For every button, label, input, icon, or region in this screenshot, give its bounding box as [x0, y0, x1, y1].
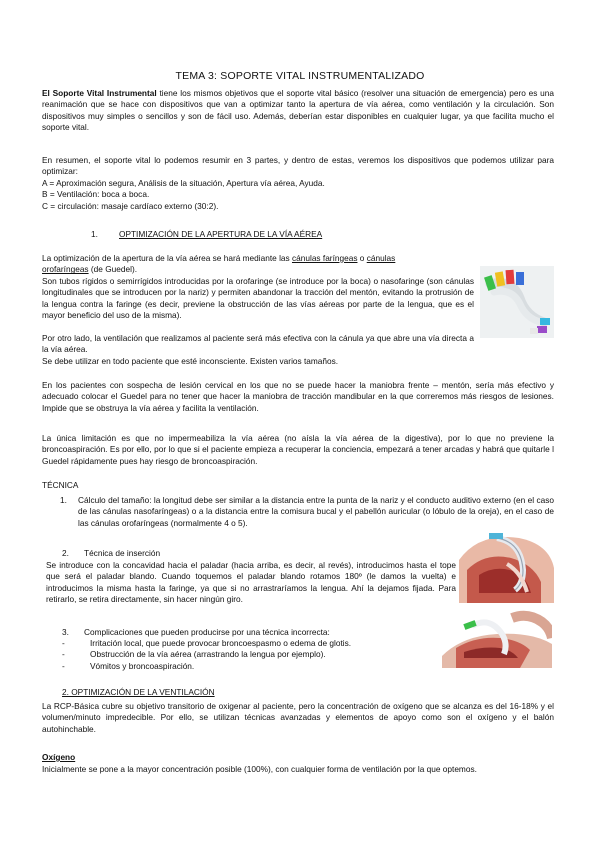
tecnica-item-2-number: 2. — [62, 548, 69, 558]
p1-post: (de Guedel). — [88, 264, 138, 275]
section1-para5: En los pacientes con sospecha de lesión cervical en los que no se puede hacer la maniobra frente – mentón, sería más efectivo y adecuado colocar el Guedel para no tener que hacer la maniobra de tracción mandibular en la que correremos más riesgos de lesiones. Impide que se obstruya la vía aérea y facilita la ventilación. — [42, 380, 554, 413]
tecnica-item-2-text: Se introduce con la concavidad hacia el paladar (hacia arriba, es decir, al revés), introducimos hasta el tope que será el paladar blando. Cuando toquemos el paladar blando rotamos 180º (le damos la vuelta) e introducimos la misma hasta la faringe, ya que si no arrastraríamos la lengua. Ahí la dejamos fijada. Para retirarlo, se retira directamente, sin hacer ningún giro. — [46, 560, 456, 605]
p1-pre: La optimización de la apertura de la vía aérea se hará mediante las — [42, 253, 292, 263]
tecnica-heading: TÉCNICA — [42, 480, 79, 490]
summary-text: En resumen, el soporte vital lo podemos resumir en 3 partes, y dentro de estas, veremos los dispositivos que podemos utilizar para optimizar: — [42, 155, 554, 177]
section2-heading — [62, 687, 362, 698]
section1-para1 — [42, 253, 472, 276]
summary-line-c: C = circulación: masaje cardíaco externo (30:2). — [42, 200, 219, 211]
tecnica-item-1-text: Cálculo del tamaño: la longitud debe ser similar a la distancia entre la punta de la nariz y el conducto auditivo externo (en el caso de las cánulas nasofaríngeas) o a la distancia entre la comisura bucal y el pabellón auricular (o lóbulo de la oreja), en el caso de las cánulas orofaríngeas (normalmente 4 o 5). — [78, 495, 554, 528]
page-title: TEMA 3: SOPORTE VITAL INSTRUMENTALIZADO — [175, 70, 425, 82]
tecnica-item-3-number: 3. — [62, 627, 69, 637]
tecnica-item-1-number: 1. — [60, 495, 67, 505]
section1-para3: Por otro lado, la ventilación que realizamos al paciente será más efectiva con la cánula ya que abre una vía directa a la vía aérea. — [42, 333, 474, 355]
summary-line-a: A = Aproximación segura, Análisis de la situación, Apertura vía aérea, Ayuda. — [42, 177, 325, 188]
tecnica-item-2-title-row — [62, 548, 442, 559]
section1-title: OPTIMIZACIÓN DE LA APERTURA DE LA VÍA AÉREA — [119, 229, 323, 239]
intro-text: tiene los mismos objetivos que el soporte vital básico (resolver una situación de emergencia) pero es una reanimación que se hace con dispositivos que van a optimizar tanto la apertura de vía aérea, como ventilación y la circulación. Son dispositivos muy simples o sencillos y son de fácil uso. Además, deberían estar disponibles en cualquier lugar, ya que facilita mucho el soporte vital. — [42, 88, 554, 133]
tecnica-item-3-title-row — [62, 627, 422, 638]
complication-item: - Vómitos y broncoaspiración. — [62, 660, 195, 671]
section2-para1: La RCP-Básica cubre su objetivo transitorio de oxigenar al paciente, pero la concentración de oxígeno que se alcanza es del 16-18% y el volumen/minuto impredecible. Por ello, se utilizan técnicas avanzadas y elementos de apoyo como son el oxígeno y el balón autohinchable. — [42, 701, 554, 734]
p1-mid: o — [357, 253, 367, 263]
section1-number: 1. — [91, 229, 98, 239]
complication-item: - Obstrucción de la vía aérea (arrastrando la lengua por ejemplo). — [62, 649, 326, 660]
tecnica-item-3-list — [62, 638, 432, 672]
complication-text-2: Obstrucción de la vía aérea (arrastrando la lengua por ejemplo). — [90, 649, 326, 660]
airway-anatomy-image — [459, 530, 554, 603]
link-orofaringeas[interactable]: orofaríngeas — [42, 264, 89, 275]
link-canulas[interactable]: cánulas — [366, 253, 396, 263]
intro-bold-lead: El Soporte Vital Instrumental — [42, 88, 157, 98]
tecnica-item-2-title: Técnica de inserción — [84, 548, 161, 558]
section2-title: 2. OPTIMIZACIÓN DE LA VENTILACIÓN — [62, 687, 215, 697]
section1-para4: Se debe utilizar en todo paciente que esté inconsciente. Existen varios tamaños. — [42, 356, 339, 366]
complication-text-3: Vómitos y broncoaspiración. — [90, 660, 195, 671]
section1-para2: Son tubos rígidos o semirrígidos introducidas por la orofaringe (se introduce por la boca) o nasofaringe (son cánulas longitudinales que se introducen por la nariz) y permiten abandonar la tracción del mentón, evitando la protrusión de la lengua contra la faringe (es decir, previene la obstrucción de las vías aéreas por parte de la lengua, que es el mayor beneficio del uso de la misma). — [42, 276, 474, 321]
section1-para6: La única limitación es que no impermeabiliza la vía aérea (no aísla la vía aérea de la digestiva), por lo que no previene la broncoaspiración. Es por ello, por lo que si el paciente empieza a recuperar la conciencia, empezará a tener arcadas y habrá que quitarle l Guedel rápidamente pues hay riesgo de broncoaspiración. — [42, 433, 554, 466]
summary-line-b: B = Ventilación: boca a boca. — [42, 189, 150, 200]
tecnica-item-3-title: Complicaciones que pueden producirse por una técnica incorrecta: — [84, 627, 330, 637]
oxigeno-heading — [42, 752, 554, 763]
complication-text-1: Irritación local, que puede provocar broncoespasmo o edema de glotis. — [90, 638, 352, 648]
guedel-cannulas-image — [480, 266, 554, 338]
oxigeno-para1: Inicialmente se pone a la mayor concentración posible (100%), con cualquier forma de ventilación por la que optemos. — [42, 764, 477, 774]
section1-heading — [91, 229, 322, 239]
cannula-insertion-image — [442, 608, 552, 668]
summary-paragraph — [42, 155, 554, 212]
intro-paragraph — [42, 88, 554, 134]
oxigeno-title: Oxígeno — [42, 752, 76, 762]
tecnica-item-1 — [60, 495, 554, 529]
complication-item: - Irritación local, que puede provocar broncoespasmo o edema de glotis. — [62, 638, 352, 648]
link-canulas-faringeas[interactable]: cánulas faríngeas — [291, 253, 358, 263]
